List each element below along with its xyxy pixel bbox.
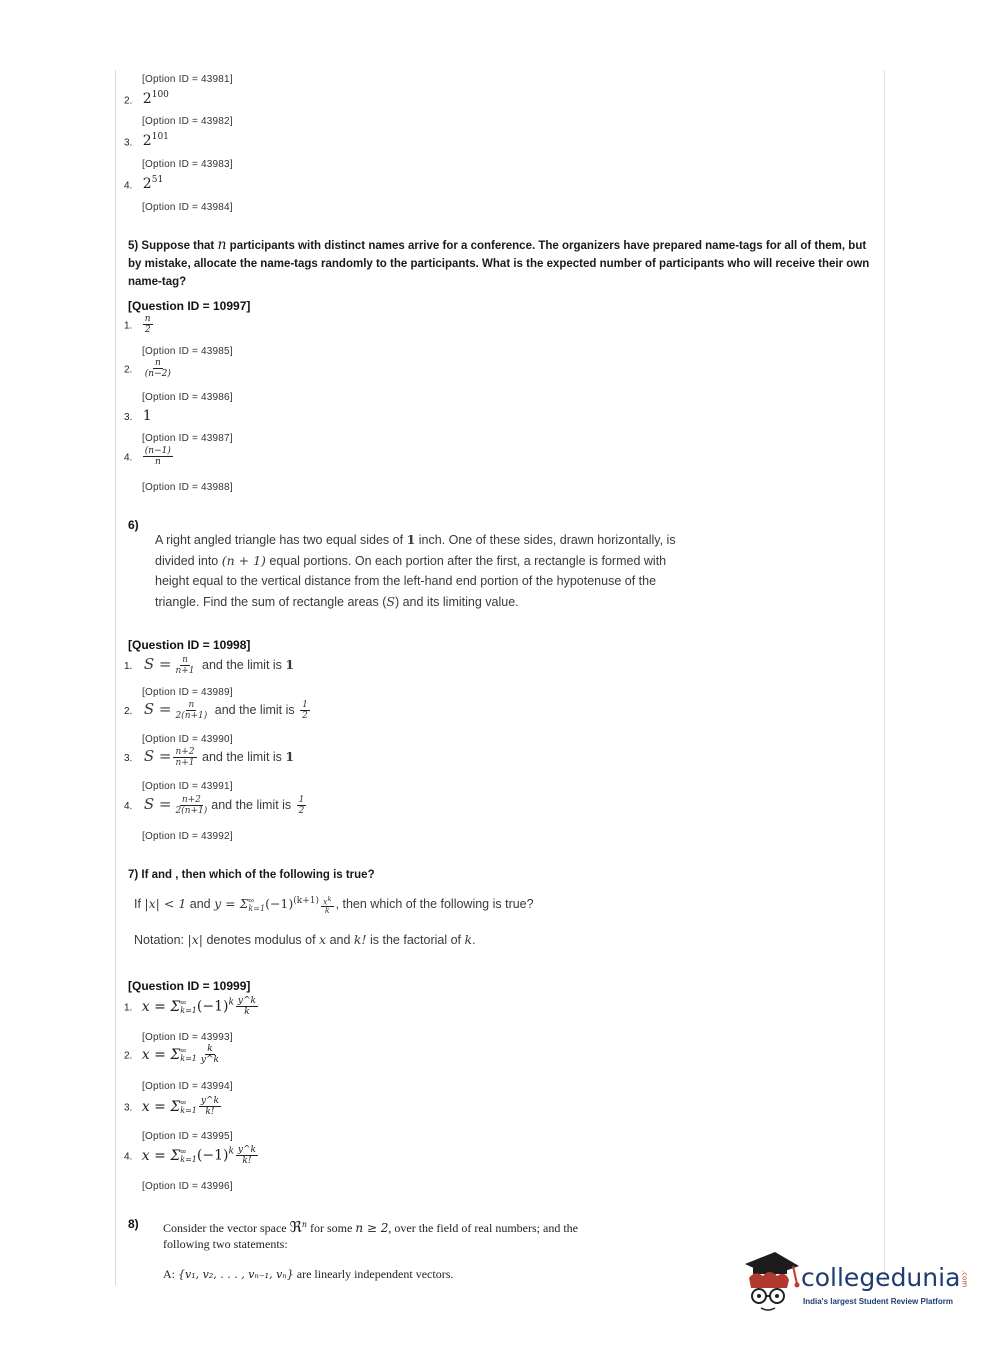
fraction: $\frac{y\^{}k}{k!}$	[237, 1145, 256, 1166]
option-id: [Option ID = 43992]	[142, 831, 233, 842]
option-id: [Option ID = 43996]	[142, 1181, 233, 1192]
fraction: $\frac{n}{2(n+1)}$	[175, 700, 208, 722]
option-row: 2. $2^{100}$	[124, 90, 169, 108]
fraction: $\frac{n}{n+1}$	[175, 655, 195, 677]
option-id: [Option ID = 43983]	[142, 159, 233, 170]
option-row: 3. $2^{101}$	[124, 132, 169, 150]
option-row: 2. S = $\frac{n}{2(n+1)}$ and the limit is $\frac{1}{2}$	[124, 700, 308, 722]
option-row: 4. $\frac{(n-1)}{n}$	[124, 446, 171, 467]
fraction: $\frac{y\^{}k}{k}$	[237, 996, 256, 1017]
fraction: $\frac{(n-1)}{n}$	[144, 446, 171, 467]
collegedunia-logo-text: collegedunia.com	[801, 1263, 969, 1292]
fraction: $\frac{n+2}{n+1}$	[175, 747, 195, 769]
fraction: $\frac{n}{2}$	[144, 314, 151, 335]
collegedunia-tagline: India's largest Student Review Platform	[803, 1297, 953, 1306]
question-8-label: 8)	[128, 1217, 139, 1231]
question-6-label: 6)	[128, 518, 139, 532]
option-row: 4. S = $\frac{n+2}{2(n+1)}$ and the limit is $\frac{1}{2}$	[124, 795, 305, 817]
question-7-title: 7) If and , then which of the following is true?	[128, 869, 375, 881]
option-id: [Option ID = 43985]	[142, 346, 233, 357]
option-row: 3. S = $\frac{n+2}{n+1}$ and the limit is 1	[124, 747, 295, 769]
question-id: [Question ID = 10998]	[128, 638, 251, 652]
question-6-text: A right angled triangle has two equal sides of 1 inch. One of these sides, drawn horizontally, is divided into (n + 1) equal portions. On each portion after the first, a rectangle is formed with height equal to the vertical distance from the left-hand end portion of the hypotenuse of the triangle. Find the sum of rectangle areas (S) and its limiting value.	[155, 532, 676, 609]
question-7-notation: Notation: |x| denotes modulus of x and k! is the factorial of k.	[134, 932, 476, 947]
option-row: 3. 1	[124, 408, 152, 424]
option-row: 1. $\frac{n}{2}$	[124, 314, 151, 335]
sum-limits: ∞ k=1	[248, 895, 266, 913]
option-id: [Option ID = 43988]	[142, 482, 233, 493]
option-row: 3. x = Σ ∞ k=1 $\frac{y\^{}k}{k!}$	[124, 1096, 219, 1117]
option-id: [Option ID = 43987]	[142, 433, 233, 444]
fraction: $\frac{x^k}{k}$	[323, 894, 332, 916]
fraction: $\frac{n+2}{2(n+1)}$	[175, 795, 208, 817]
sum-limits: ∞ k=1	[180, 1045, 197, 1063]
option-id: [Option ID = 43989]	[142, 687, 233, 698]
option-row: 1. S = $\frac{n}{n+1}$ and the limit is 1	[124, 655, 295, 677]
option-id: [Option ID = 43982]	[142, 116, 233, 127]
sum-limits: ∞ k=1	[180, 1097, 197, 1115]
fraction: $\frac{1}{2}$	[302, 700, 308, 722]
option-id: [Option ID = 43990]	[142, 734, 233, 745]
sum-limits: ∞ k=1	[180, 997, 197, 1015]
fraction: $\frac{k}{y\^{}k}$	[200, 1044, 219, 1065]
question-7-text: If |x| < 1 and y = Σ ∞ k=1 $(-1)^{(k+1)}$ $\frac{x^k}{k}$ , then which of the following is true?	[134, 894, 534, 916]
fraction: $\frac{n}{(n-2)}$	[144, 358, 171, 379]
page-left-rule	[115, 70, 116, 1285]
question-id: [Question ID = 10997]	[128, 299, 251, 313]
question-8-text: Consider the vector space ℜ$^n$ for some n ≥ 2, over the field of real numbers; and the following two statements:	[163, 1218, 578, 1251]
option-row: 2. $\frac{n}{(n-2)}$	[124, 358, 171, 379]
option-row: 4. x = Σ ∞ k=1 $(-1)^k$ $\frac{y\^{}k}{k!}$	[124, 1145, 256, 1166]
option-id: [Option ID = 43995]	[142, 1131, 233, 1142]
question-5-text: 5) Suppose that n participants with distinct names arrive for a conference. The organizers have prepared name-tags for all of them, but by mistake, allocate the name-tags randomly to the participants. What is the expected number of participants who will receive their own name-tag?	[128, 237, 870, 288]
option-row: 4. $2^{51}$	[124, 175, 164, 193]
option-id: [Option ID = 43991]	[142, 781, 233, 792]
option-id: [Option ID = 43984]	[142, 202, 233, 213]
collegedunia-mascot-icon	[741, 1248, 801, 1318]
fraction: $\frac{1}{2}$	[298, 795, 305, 817]
sum-limits: ∞ k=1	[180, 1146, 197, 1164]
fraction: $\frac{y\^{}k}{k!}$	[200, 1096, 219, 1117]
question-8-statement-a: A: {v₁, v₂, . . . , vₙ₋₁, vₙ} are linearly independent vectors.	[163, 1267, 454, 1281]
page-right-rule	[884, 70, 885, 1285]
option-id: [Option ID = 43986]	[142, 392, 233, 403]
option-id: [Option ID = 43993]	[142, 1032, 233, 1043]
option-row: 2. x = Σ ∞ k=1 $\frac{k}{y\^{}k}$	[124, 1044, 219, 1065]
option-id: [Option ID = 43994]	[142, 1081, 233, 1092]
option-row: 1. x = Σ ∞ k=1 $(-1)^k$ $\frac{y\^{}k}{k}$	[124, 996, 256, 1017]
question-id: [Question ID = 10999]	[128, 979, 251, 993]
option-id: [Option ID = 43981]	[142, 74, 233, 85]
